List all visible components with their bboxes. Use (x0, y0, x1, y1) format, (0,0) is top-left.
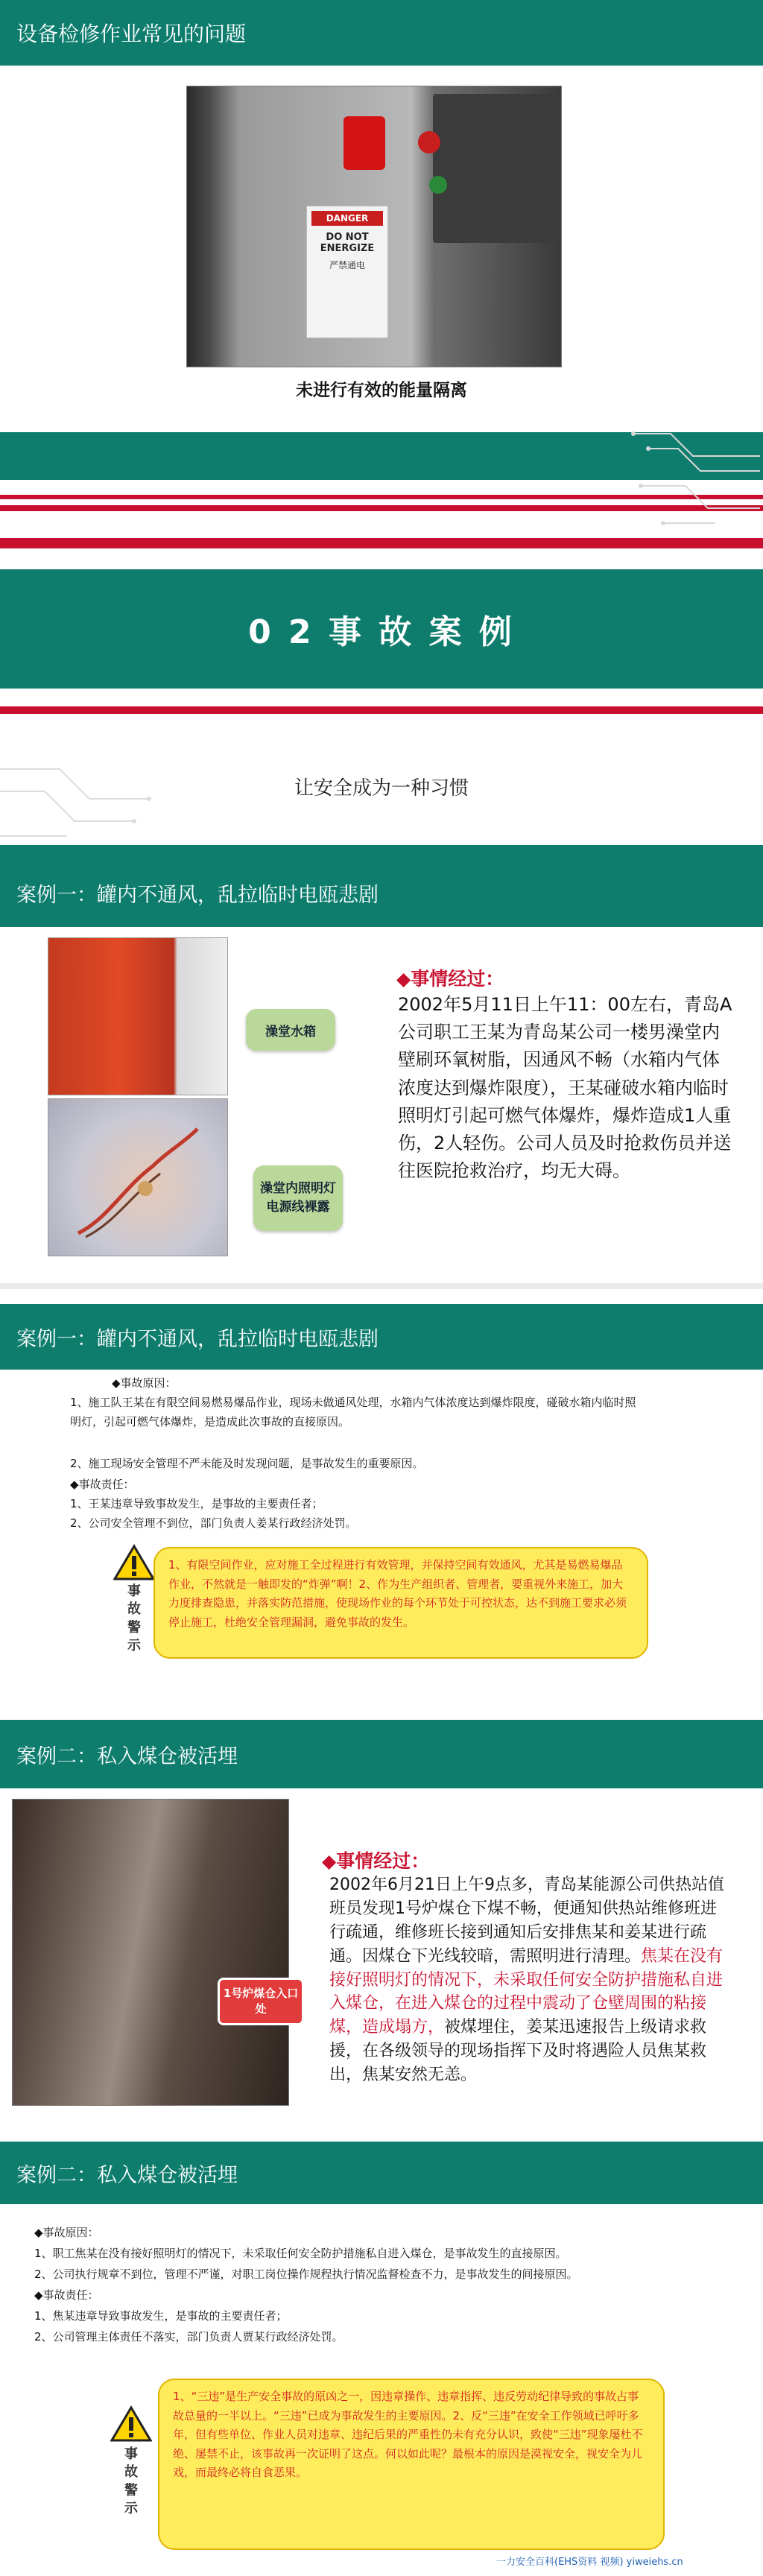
warning-icon (113, 1544, 155, 1581)
cause-heading: ◆事故原因： (34, 2226, 99, 2239)
resp-heading: ◆事故责任： (34, 2288, 99, 2302)
resp-1: 1、王某违章导致事故发生，是事故的主要责任者； (70, 1497, 323, 1510)
separator (0, 1283, 763, 1289)
photo-water-tank (48, 937, 228, 1095)
slide-tagline (0, 754, 763, 858)
warning-box: 1、“三违”是生产安全事故的原凶之一，因违章操作、违章指挥、违反劳动纪律导致的事故占事故总量的一半以上。“三违”已成为事故发生的主要原因。2、反“三违”在安全工作领域已呼吁多年，但有些单位、作业人员对违章、违纪后果的严重性仍未有充分认识，致使“三违”现象屡杜不绝、屡禁不止，该事故再一次证明了这点。何以如此呢？最根本的原因是漠视安全，视安全为儿戏，而最终必将自食恶果。 (158, 2379, 665, 2550)
control-panel (433, 94, 561, 243)
slide-section-cover (0, 426, 763, 538)
slide-title: 案例一：罐内不通风，乱拉临时电瓯悲剧 (16, 883, 379, 907)
story-body: 2002年5月11日上午11：00左右，青岛A公司职工王某为青岛某公司一楼男澡堂内壁刷环氧树脂，因通风不畅（水箱内气体浓度达到爆炸限度），王某碰破水箱内临时照明灯引起可燃气体爆炸，爆炸造成1人重伤，2人轻伤。公司人员及时抢救伤员并送往医院抢救治疗，均无大碍。 (398, 994, 732, 1182)
warning-label: 事故警示 (124, 2446, 138, 2516)
cause-2: 2、公司执行规章不到位，管理不严谨，对职工岗位操作规程执行情况监督检查不力，是事故发生的间接原因。 (34, 2268, 578, 2281)
story-body-highlight: 焦某在没有接好照明灯的情况下，未采取任何安全防护措施私自进入煤仓，在进入煤仓的过程中震动了仓壁周围的粘接煤，造成塌方， (329, 1946, 724, 2037)
slide-case2-analysis (0, 2140, 763, 2576)
wire-icon (48, 1099, 227, 1256)
warning-label: 事故警示 (127, 1583, 141, 1653)
story-body (329, 1873, 732, 2087)
red-stripe-top (0, 538, 763, 548)
tagline: 让安全成为一种习惯 (294, 777, 469, 800)
slide-title: 案例二：私入煤仓被活埋 (16, 2163, 238, 2187)
slide-header (0, 2142, 763, 2204)
story-body-part1: 2002年6月21日上午9点多，青岛某能源公司供热站值班员发现1号炉煤仓下煤不畅，便通知供热站维修班进行疏通，维修班长接到通知后安排焦某和姜某进行疏通。因煤仓下光线较暗，需照明进行清理。 (329, 1876, 724, 1966)
padlock (343, 116, 385, 170)
red-stripe-bottom (0, 706, 763, 714)
label-coal-bunker: 1号炉煤仓入口处 (218, 1978, 304, 2025)
cause-heading: ◆事故原因： (112, 1376, 177, 1390)
red-button (418, 131, 440, 154)
circuit-decoration (626, 426, 763, 538)
danger-tag-header: DANGER (311, 211, 383, 226)
resp-2: 2、公司管理主体责任不落实，部门负责人贾某行政经济处罚。 (34, 2330, 343, 2344)
cause-1: 1、职工焦某在没有接好照明灯的情况下，未采取任何安全防护措施私自进入煤仓，是事故发生的直接原因。 (34, 2247, 567, 2260)
slide-header (0, 1720, 763, 1788)
warning-box: 1、有限空间作业，应对施工全过程进行有效管理，并保持空间有效通风，尤其是易燃易爆品作业，不然就是一触即发的“炸弹”啊！2、作为生产组织者、管理者，要重视外来施工，加大力度排查隐患，并落实防范措施，使现场作业的每个环节处于可控状态，达不到施工要求必须停止施工，杜绝安全管理漏洞，避免事故的发生。 (153, 1547, 648, 1659)
cause-2: 2、施工现场安全管理不严未能及时发现问题，是事故发生的重要原因。 (70, 1457, 424, 1470)
green-button (429, 176, 447, 194)
tag-text-cn: 严禁通电 (329, 260, 365, 270)
slide-title: 案例二：私入煤仓被活埋 (16, 1744, 238, 1768)
photo-caption: 未进行有效的能量隔离 (296, 381, 467, 400)
label-lamp-wire: 澡堂内照明灯电源线裸露 (253, 1165, 343, 1231)
resp-2: 2、公司安全管理不到位，部门负责人姜某行政经济处罚。 (70, 1516, 357, 1530)
tag-text: DO NOT ENERGIZE (320, 232, 375, 254)
resp-1: 1、焦某违章导致事故发生，是事故的主要责任者； (34, 2309, 288, 2323)
slide-section-title (0, 538, 763, 754)
section-title: 0 2 事 故 案 例 (248, 613, 515, 651)
slide-equipment-issue (0, 0, 763, 426)
circuit-decoration-left (0, 754, 179, 858)
danger-tag (306, 206, 388, 338)
story-heading: ◆事情经过： (396, 968, 504, 990)
resp-heading: ◆事故责任： (70, 1478, 135, 1491)
teal-title-band (0, 569, 763, 689)
slide-title: 案例一：罐内不通风，乱拉临时电瓯悲剧 (16, 1327, 379, 1351)
photo-coal-bunker (12, 1799, 289, 2106)
label-water-tank: 澡堂水箱 (246, 1009, 335, 1051)
photo-lamp-wire (48, 1098, 228, 1256)
slide-title: 设备检修作业常见的问题 (16, 22, 247, 46)
slide-header (0, 0, 763, 66)
slide-header (0, 858, 763, 927)
slide-case1-story (0, 858, 763, 1283)
story-body-part2: 被煤埋住，姜某迅速报告上级请求救援，在各级领导的现场指挥下及时将遇险人员焦某救出，焦某安然无恙。 (329, 2018, 707, 2085)
slide-case2-story (0, 1715, 763, 2140)
lockout-photo (186, 86, 562, 367)
watermark: 一力安全百科(EHS资料 视频) yiweiehs.cn (496, 2557, 683, 2568)
cause-1: 1、施工队王某在有限空间易燃易爆品作业，现场未做通风处理，水箱内气体浓度达到爆炸限度，碰破水箱内临时照明灯，引起可燃气体爆炸，是造成此次事故的直接原因。 (70, 1396, 636, 1428)
teal-bottom-band (0, 845, 763, 858)
warning-icon (110, 2405, 152, 2443)
slide-header (0, 1304, 763, 1370)
slide-case1-analysis (0, 1283, 763, 1715)
story-heading: ◆事情经过： (322, 1850, 430, 1872)
